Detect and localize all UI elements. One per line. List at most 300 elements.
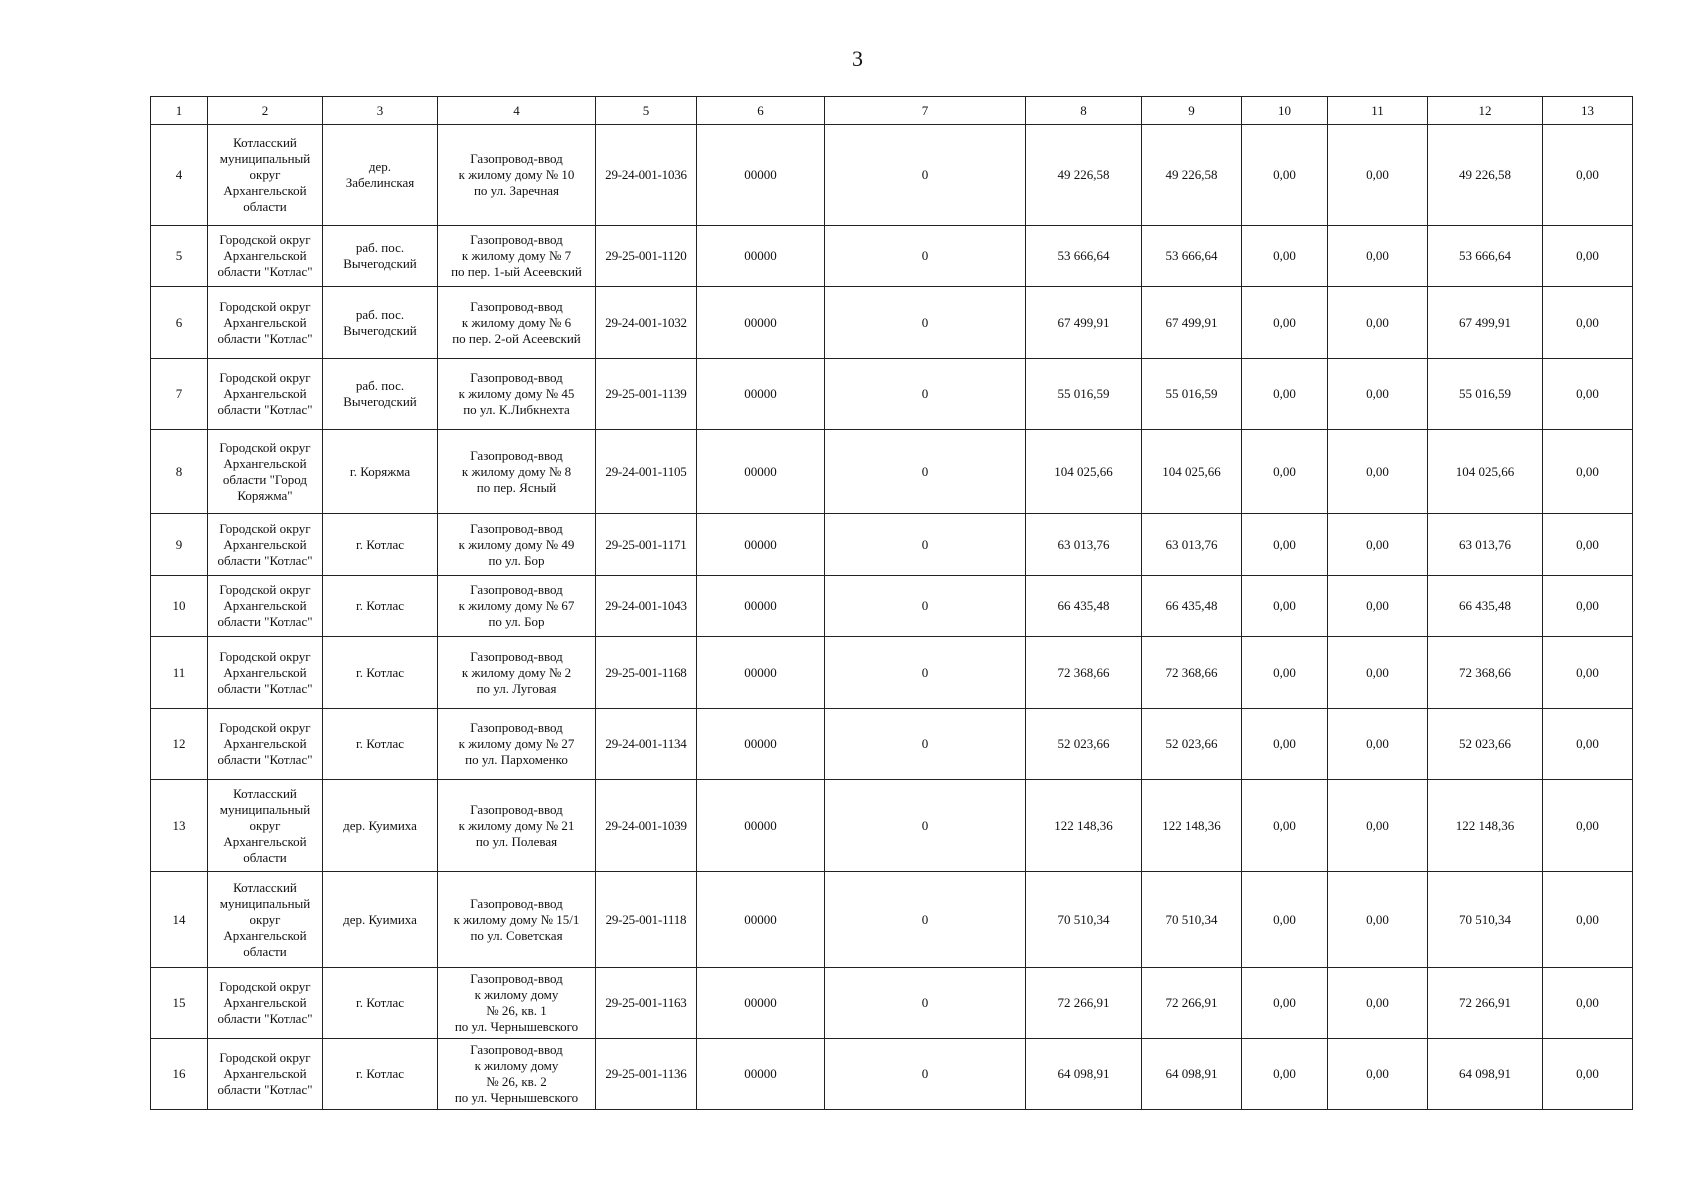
amount-cell: 67 499,91 [1142,287,1242,359]
cell-line: по ул. К.Либкнехта [463,402,570,417]
cadastral-number-cell: 29-25-001-1118 [596,872,697,968]
amount-cell: 52 023,66 [1428,709,1543,780]
cell-line: муниципальный [219,895,311,911]
amount-cell: 0,00 [1242,637,1328,709]
column-header: 2 [208,97,323,125]
amount-cell: 64 098,91 [1428,1039,1543,1110]
cell-line: по ул. Полевая [475,833,558,849]
cell-line: Газопровод-ввод [470,582,563,597]
cell-line: к жилому дому № 67 [458,598,575,613]
municipality-cell [208,1039,323,1110]
cadastral-number-cell: 29-24-001-1036 [596,125,697,226]
cell-line: муниципальный [219,151,311,166]
cell-line: Городской округ [219,520,311,536]
settlement-cell [323,226,438,287]
amount-cell: 0,00 [1242,872,1328,968]
cell-line: Архангельской [223,386,307,401]
amount-cell: 67 499,91 [1026,287,1142,359]
amount-cell: 64 098,91 [1026,1039,1142,1110]
column-header: 6 [697,97,825,125]
cell-line: № 26, кв. 1 [486,1003,547,1018]
cell-line: Вычегодский [343,256,417,271]
column-header: 4 [438,97,596,125]
code-cell: 00000 [697,780,825,872]
cell-line: Архангельской [223,536,307,552]
cell-line: г. Котлас [355,664,405,680]
page-number: 3 [852,46,863,71]
cell-line: Архангельской [223,736,307,751]
table-row [151,1039,1633,1110]
cell-line: к жилому дому № 10 [458,167,575,182]
amount-cell: 0,00 [1242,125,1328,226]
cell-line: Архангельской [223,833,307,849]
cell-line: к жилому дому № 49 [458,536,575,552]
cell-line: Городской округ [219,232,311,247]
cell-line: г. Котлас [355,536,405,552]
cell-line: по пер. Ясный [476,479,557,495]
amount-cell: 0,00 [1328,125,1428,226]
cell-line: по ул. Пархоменко [465,752,568,767]
row-number-cell: 16 [151,1039,208,1110]
row-number-cell: 8 [151,430,208,514]
amount-cell: 0,00 [1543,514,1633,576]
settlement-cell [323,430,438,514]
cell-line: Архангельской [223,995,307,1010]
cell-line: г. Котлас [355,1066,405,1081]
cadastral-number-cell: 29-25-001-1171 [596,514,697,576]
object-name-cell [438,287,596,359]
cell-line: Котласский [233,135,297,150]
cell-line: области "Котлас" [217,402,313,417]
cell-line: Городской округ [219,979,311,994]
object-name-cell [438,872,596,968]
cell-line: Архангельской [223,248,307,263]
cell-line: к жилому дому № 15/1 [453,911,580,927]
cell-line: Городской округ [219,1050,311,1065]
amount-cell: 70 510,34 [1026,872,1142,968]
amount-cell: 0,00 [1328,968,1428,1039]
amount-cell: 66 435,48 [1428,576,1543,637]
object-name-cell [438,637,596,709]
column-header: 1 [151,97,208,125]
cell-line: Архангельской [223,598,307,613]
amount-cell: 0,00 [1543,780,1633,872]
cell-line: Коряжма" [237,487,293,503]
cell-line: по ул. Бор [488,552,545,568]
cell-line: Газопровод-ввод [470,298,563,314]
municipality-cell [208,709,323,780]
code-cell: 00000 [697,872,825,968]
amount-cell: 66 435,48 [1026,576,1142,637]
cell-line: по ул. Чернышевского [454,1019,579,1034]
row-number-cell: 13 [151,780,208,872]
cell-line: г. Котлас [355,736,405,751]
amount-cell: 53 666,64 [1142,226,1242,287]
value-cell: 0 [825,514,1026,576]
value-cell: 0 [825,287,1026,359]
value-cell: 0 [825,125,1026,226]
cell-line: дер. Куимиха [343,817,417,833]
cell-line: Вычегодский [343,394,417,409]
cell-line: Газопровод-ввод [470,370,563,385]
cell-line: по ул. Бор [488,614,545,629]
table-row [151,287,1633,359]
amount-cell: 0,00 [1328,1039,1428,1110]
cell-line: по ул. Советская [470,927,563,943]
code-cell: 00000 [697,1039,825,1110]
cell-line: по пер. 2-ой Асеевский [452,330,581,346]
object-name-cell [438,709,596,780]
cell-line: Забелинская [345,175,415,190]
cell-line: раб. пос. [355,306,405,322]
cell-line: округ [249,911,281,927]
amount-cell: 0,00 [1242,780,1328,872]
amount-cell: 0,00 [1543,968,1633,1039]
value-cell: 0 [825,430,1026,514]
cell-line: Газопровод-ввод [470,971,563,986]
cell-line: Архангельской [223,927,307,943]
object-name-cell [438,359,596,430]
amount-cell: 0,00 [1242,226,1328,287]
cell-line: раб. пос. [355,240,405,255]
municipality-cell [208,125,323,226]
table-row [151,709,1633,780]
amount-cell: 53 666,64 [1026,226,1142,287]
amount-cell: 55 016,59 [1428,359,1543,430]
object-name-cell [438,968,596,1039]
settlement-cell [323,287,438,359]
cadastral-number-cell: 29-25-001-1120 [596,226,697,287]
cell-line: области "Котлас" [217,752,313,767]
cell-line: области [243,943,287,959]
value-cell: 0 [825,872,1026,968]
amount-cell: 49 226,58 [1428,125,1543,226]
amount-cell: 0,00 [1242,430,1328,514]
cell-line: к жилому дому № 2 [461,664,572,680]
table-row [151,576,1633,637]
row-number-cell: 6 [151,287,208,359]
municipality-cell [208,359,323,430]
cell-line: области "Котлас" [217,552,313,568]
amount-cell: 0,00 [1242,287,1328,359]
cell-line: дер. [368,159,392,174]
municipality-cell [208,968,323,1039]
cadastral-number-cell: 29-24-001-1105 [596,430,697,514]
column-header: 7 [825,97,1026,125]
cadastral-number-cell: 29-24-001-1032 [596,287,697,359]
amount-cell: 63 013,76 [1428,514,1543,576]
column-header: 11 [1328,97,1428,125]
object-name-cell [438,514,596,576]
row-number-cell: 15 [151,968,208,1039]
cell-line: Городской округ [219,648,311,664]
table-row [151,872,1633,968]
cell-line: Котласский [233,879,297,895]
object-name-cell [438,1039,596,1110]
row-number-cell: 10 [151,576,208,637]
amount-cell: 72 368,66 [1428,637,1543,709]
amount-cell: 0,00 [1543,576,1633,637]
amount-cell: 0,00 [1543,226,1633,287]
municipality-cell [208,430,323,514]
amount-cell: 0,00 [1543,872,1633,968]
column-header: 3 [323,97,438,125]
cell-line: к жилому дому [474,1058,559,1073]
cadastral-number-cell: 29-25-001-1163 [596,968,697,1039]
amount-cell: 122 148,36 [1428,780,1543,872]
cell-line: области "Котлас" [217,614,313,629]
amount-cell: 0,00 [1242,576,1328,637]
amount-cell: 0,00 [1543,637,1633,709]
cell-line: к жилому дому № 6 [461,314,572,330]
cell-line: Архангельской [223,183,307,198]
cell-line: по ул. Чернышевского [454,1090,579,1105]
settlement-cell [323,780,438,872]
table-row [151,226,1633,287]
code-cell: 00000 [697,709,825,780]
cell-line: округ [249,167,281,182]
cadastral-number-cell: 29-25-001-1136 [596,1039,697,1110]
cell-line: к жилому дому [474,987,559,1002]
cell-line: Городской округ [219,370,311,385]
column-header: 9 [1142,97,1242,125]
object-name-cell [438,125,596,226]
cell-line: по пер. 1-ый Асеевский [451,264,582,279]
amount-cell: 0,00 [1328,576,1428,637]
amount-cell: 0,00 [1242,968,1328,1039]
municipality-cell [208,637,323,709]
cell-line: Газопровод-ввод [470,895,563,911]
settlement-cell [323,576,438,637]
code-cell: 00000 [697,514,825,576]
row-number-cell: 4 [151,125,208,226]
cell-line: Газопровод-ввод [470,801,563,817]
row-number-cell: 12 [151,709,208,780]
code-cell: 00000 [697,430,825,514]
row-number-cell: 11 [151,637,208,709]
cell-line: Котласский [233,785,297,801]
value-cell: 0 [825,1039,1026,1110]
cell-line: Газопровод-ввод [470,232,563,247]
object-name-cell [438,780,596,872]
column-numbers-row [151,97,1633,125]
amount-cell: 66 435,48 [1142,576,1242,637]
cell-line: № 26, кв. 2 [486,1074,547,1089]
amount-cell: 104 025,66 [1026,430,1142,514]
cell-line: по ул. Луговая [476,680,557,696]
municipality-cell [208,287,323,359]
amount-cell: 63 013,76 [1026,514,1142,576]
amount-cell: 0,00 [1242,514,1328,576]
amount-cell: 67 499,91 [1428,287,1543,359]
table-body [151,125,1633,1110]
amount-cell: 122 148,36 [1026,780,1142,872]
register-table [150,96,1633,1110]
cell-line: области "Котлас" [217,1011,313,1026]
amount-cell: 53 666,64 [1428,226,1543,287]
cell-line: Газопровод-ввод [470,648,563,664]
amount-cell: 0,00 [1543,359,1633,430]
amount-cell: 0,00 [1543,430,1633,514]
amount-cell: 0,00 [1242,709,1328,780]
column-header: 5 [596,97,697,125]
settlement-cell [323,125,438,226]
amount-cell: 104 025,66 [1428,430,1543,514]
amount-cell: 0,00 [1328,780,1428,872]
amount-cell: 0,00 [1328,709,1428,780]
amount-cell: 0,00 [1328,514,1428,576]
code-cell: 00000 [697,968,825,1039]
code-cell: 00000 [697,576,825,637]
settlement-cell [323,359,438,430]
row-number-cell: 14 [151,872,208,968]
amount-cell: 72 368,66 [1142,637,1242,709]
cell-line: дер. Куимиха [343,911,417,927]
cell-line: Городской округ [219,298,311,314]
amount-cell: 49 226,58 [1142,125,1242,226]
amount-cell: 52 023,66 [1026,709,1142,780]
cadastral-number-cell: 29-24-001-1134 [596,709,697,780]
cell-line: Архангельской [223,1066,307,1081]
amount-cell: 49 226,58 [1026,125,1142,226]
amount-cell: 55 016,59 [1026,359,1142,430]
row-number-cell: 7 [151,359,208,430]
table-row [151,359,1633,430]
object-name-cell [438,226,596,287]
cell-line: округ [249,817,281,833]
cell-line: Газопровод-ввод [470,1042,563,1057]
value-cell: 0 [825,968,1026,1039]
settlement-cell [323,514,438,576]
cell-line: к жилому дому № 27 [458,736,575,751]
cell-line: г. Котлас [355,598,405,613]
value-cell: 0 [825,780,1026,872]
column-header: 10 [1242,97,1328,125]
cell-line: области "Город [222,471,308,487]
table-header [151,97,1633,125]
cell-line: области [243,199,287,214]
value-cell: 0 [825,709,1026,780]
cadastral-number-cell: 29-24-001-1043 [596,576,697,637]
object-name-cell [438,430,596,514]
cell-line: к жилому дому № 21 [458,817,575,833]
cell-line: Газопровод-ввод [470,720,563,735]
cell-line: г. Коряжма [349,463,411,479]
amount-cell: 72 266,91 [1026,968,1142,1039]
code-cell: 00000 [697,226,825,287]
amount-cell: 72 368,66 [1026,637,1142,709]
code-cell: 00000 [697,125,825,226]
settlement-cell [323,872,438,968]
cell-line: области "Котлас" [217,330,313,346]
table-row [151,968,1633,1039]
municipality-cell [208,576,323,637]
amount-cell: 63 013,76 [1142,514,1242,576]
amount-cell: 104 025,66 [1142,430,1242,514]
cell-line: муниципальный [219,801,311,817]
cadastral-number-cell: 29-25-001-1139 [596,359,697,430]
value-cell: 0 [825,226,1026,287]
cadastral-number-cell: 29-25-001-1168 [596,637,697,709]
municipality-cell [208,514,323,576]
amount-cell: 0,00 [1328,430,1428,514]
table-row [151,125,1633,226]
code-cell: 00000 [697,287,825,359]
cadastral-number-cell: 29-24-001-1039 [596,780,697,872]
amount-cell: 52 023,66 [1142,709,1242,780]
amount-cell: 55 016,59 [1142,359,1242,430]
municipality-cell [208,780,323,872]
table-row [151,514,1633,576]
amount-cell: 64 098,91 [1142,1039,1242,1110]
settlement-cell [323,709,438,780]
cell-line: области "Котлас" [217,264,313,279]
amount-cell: 72 266,91 [1428,968,1543,1039]
cell-line: раб. пос. [355,378,405,393]
code-cell: 00000 [697,637,825,709]
column-header: 8 [1026,97,1142,125]
amount-cell: 0,00 [1543,1039,1633,1110]
cell-line: к жилому дому № 7 [461,248,572,263]
amount-cell: 0,00 [1543,287,1633,359]
column-header: 13 [1543,97,1633,125]
cell-line: Вычегодский [343,322,417,338]
municipality-cell [208,872,323,968]
amount-cell: 0,00 [1328,287,1428,359]
column-header: 12 [1428,97,1543,125]
value-cell: 0 [825,359,1026,430]
amount-cell: 0,00 [1242,1039,1328,1110]
settlement-cell [323,1039,438,1110]
cell-line: Газопровод-ввод [470,151,563,166]
row-number-cell: 9 [151,514,208,576]
cell-line: Архангельской [223,314,307,330]
amount-cell: 0,00 [1328,226,1428,287]
value-cell: 0 [825,637,1026,709]
amount-cell: 122 148,36 [1142,780,1242,872]
cell-line: области [243,849,287,865]
table-row [151,780,1633,872]
cell-line: г. Котлас [355,995,405,1010]
settlement-cell [323,968,438,1039]
cell-line: Газопровод-ввод [470,447,563,463]
cell-line: области "Котлас" [217,680,313,696]
amount-cell: 0,00 [1242,359,1328,430]
table-row [151,637,1633,709]
object-name-cell [438,576,596,637]
row-number-cell: 5 [151,226,208,287]
table-row [151,430,1633,514]
cell-line: области "Котлас" [217,1082,313,1097]
municipality-cell [208,226,323,287]
amount-cell: 70 510,34 [1142,872,1242,968]
cell-line: к жилому дому № 45 [458,386,575,401]
amount-cell: 0,00 [1328,637,1428,709]
amount-cell: 72 266,91 [1142,968,1242,1039]
cell-line: Городской округ [219,582,311,597]
amount-cell: 0,00 [1543,709,1633,780]
amount-cell: 0,00 [1543,125,1633,226]
cell-line: к жилому дому № 8 [461,463,572,479]
cell-line: Городской округ [219,439,311,455]
cell-line: Архангельской [223,455,307,471]
amount-cell: 0,00 [1328,359,1428,430]
cell-line: Архангельской [223,664,307,680]
value-cell: 0 [825,576,1026,637]
cell-line: Газопровод-ввод [470,520,563,536]
amount-cell: 70 510,34 [1428,872,1543,968]
settlement-cell [323,637,438,709]
